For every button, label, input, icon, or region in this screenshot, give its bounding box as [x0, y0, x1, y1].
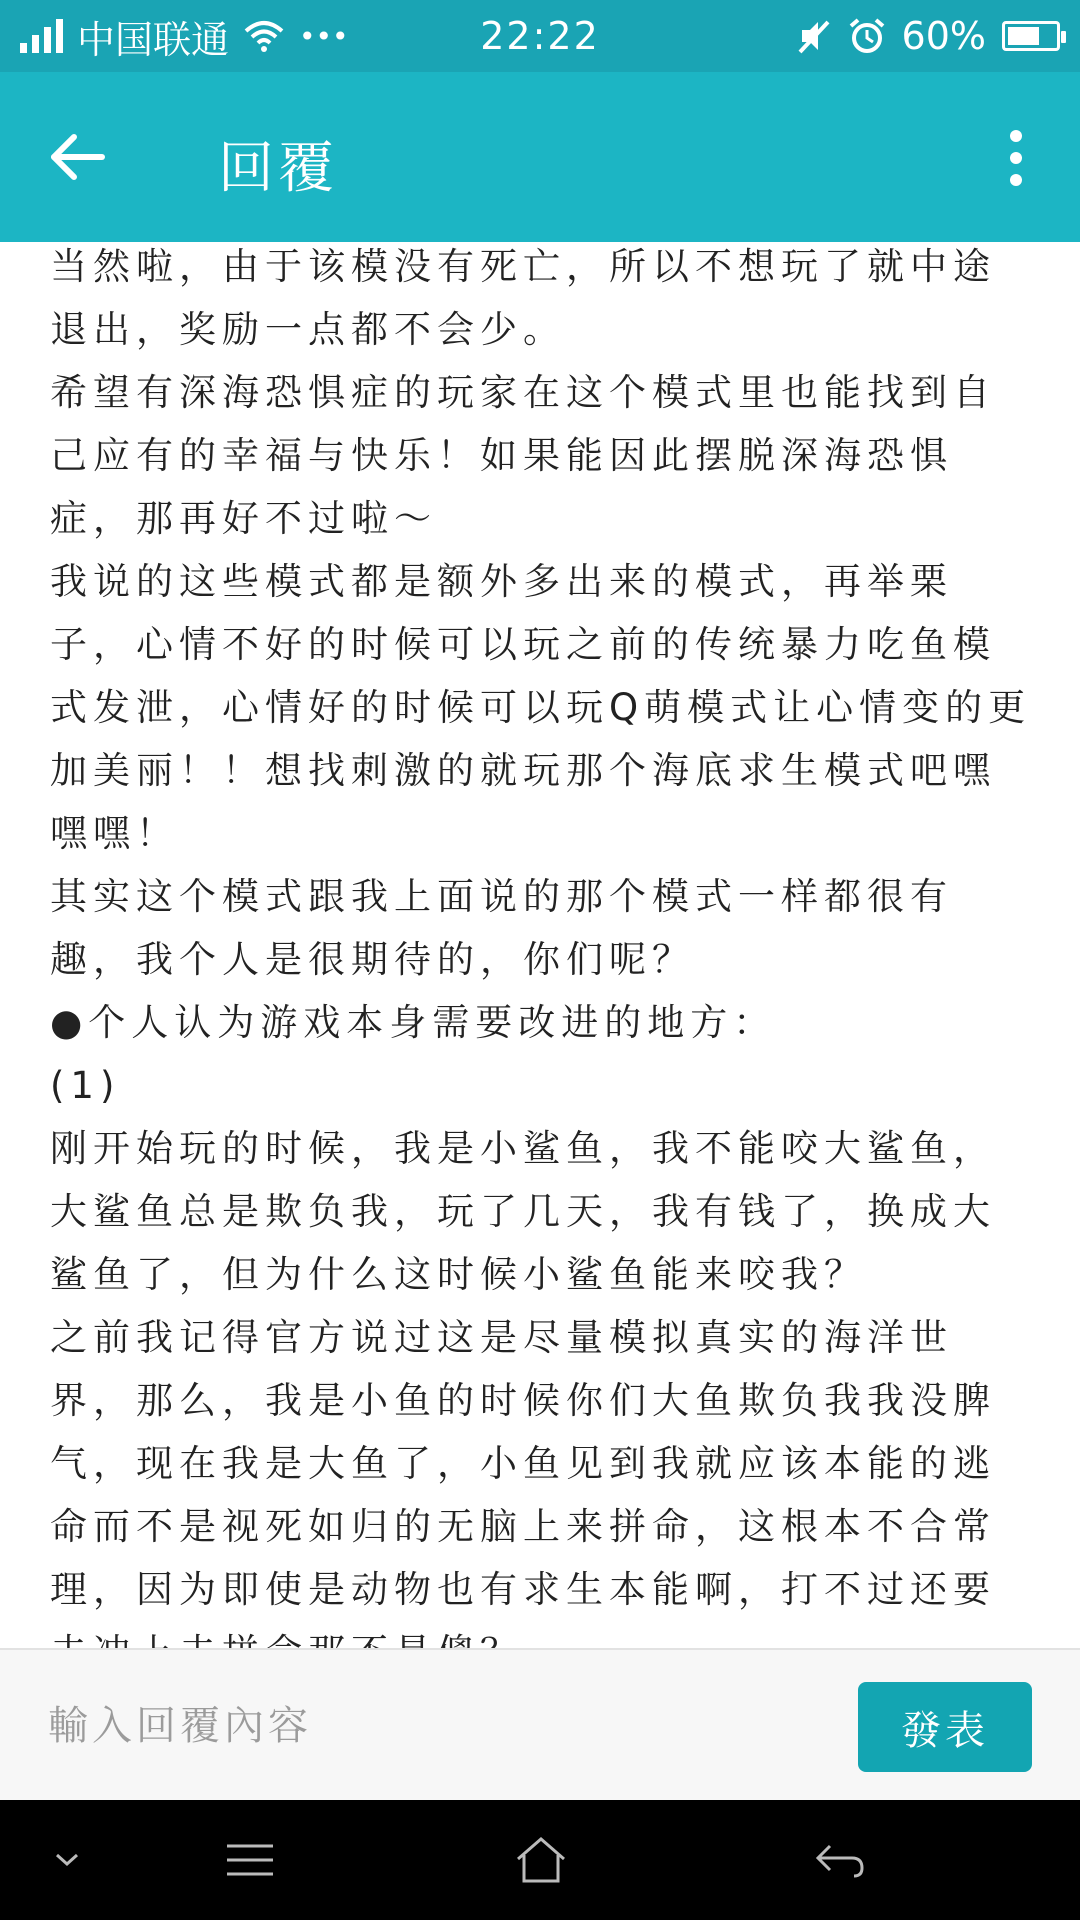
carrier-label: 中国联通 [77, 17, 230, 62]
more-options-button[interactable] [1006, 130, 1026, 186]
nav-home-button[interactable] [512, 1830, 570, 1890]
status-time: 22:22 [480, 14, 600, 58]
system-nav-bar [0, 1800, 1080, 1920]
back-icon [814, 1840, 866, 1880]
more-vertical-icon [1010, 130, 1022, 142]
reply-input[interactable] [48, 1696, 828, 1756]
status-dots: ••• [299, 19, 349, 53]
more-dot [1010, 152, 1022, 164]
home-icon [514, 1835, 568, 1885]
app-bar [0, 72, 1080, 242]
status-bar [0, 0, 1080, 72]
send-button[interactable]: 發表 [858, 1682, 1032, 1772]
post-body-text: 当然啦，由于该模没有死亡，所以不想玩了就中途退出，奖励一点都不会少。 希望有深海恐惧症的玩家在这个模式里也能找到自己应有的幸福与快乐！如果能因此摆脱深海恐惧症，那再好不过啦～ 我说的这些模式都是额外多出来的模式，再举栗子，心情不好的时候可以玩之前的传统暴力吃鱼模式发泄，心情好的时候可以玩Q萌模式让心情变的更加美丽！！想找刺激的就玩那个海底求生模式吧嘿嘿嘿！ 其实这个模式跟我上面说的那个模式一样都很有趣，我个人是很期待的，你们呢？ ●个人认为游戏本身需要改进的地方： (1) 刚开始玩的时候，我是小鲨鱼，我不能咬大鲨鱼，大鲨鱼总是欺负我，玩了几天，我有钱了，换成大鲨鱼了，但为什么这时候小鲨鱼能来咬我？ 之前我记得官方说过这是尽量模拟真实的海洋世界，那么，我是小鱼的时候你们大鱼欺负我我没脾气，现在我是大鱼了，小鱼见到我就应该本能的逃命而不是视死如归的无脑上来拼命，这根本不合常理，因为即使是动物也有求生本能啊，打不过还要 [50, 245, 1032, 1611]
arrow-left-icon [48, 132, 108, 182]
nav-menu-button[interactable] [222, 1830, 278, 1890]
back-button[interactable] [48, 132, 108, 182]
nav-back-button[interactable] [810, 1830, 870, 1890]
chevron-down-icon [54, 1852, 80, 1868]
nav-down-button[interactable] [44, 1830, 90, 1890]
reply-bar [0, 1648, 1080, 1800]
reply-content [0, 242, 1080, 1648]
battery-level [1008, 27, 1039, 45]
battery-percent: 60% [901, 14, 986, 58]
more-dot [1010, 174, 1022, 186]
page-title: 回覆 [218, 136, 338, 201]
menu-icon [225, 1840, 275, 1880]
battery-icon [1002, 21, 1060, 51]
